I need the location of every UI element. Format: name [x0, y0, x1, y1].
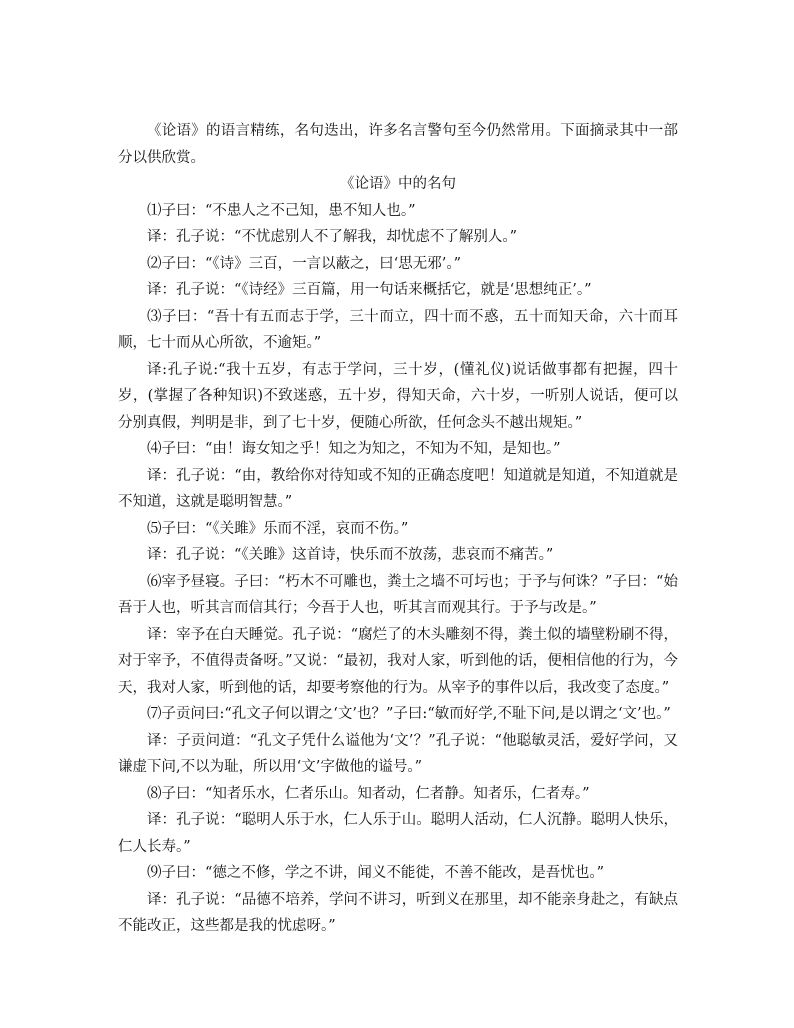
intro-paragraph: 《论语》的语言精练，名句迭出，许多名言警句至今仍然常用。下面摘录其中一部分以供欣赏。 — [118, 123, 678, 166]
quote-4: ⑷子曰：“由！诲女知之乎！知之为知之，不知为不知，是知也。” — [147, 441, 561, 457]
quote-5: ⑸子曰：“《关雎》乐而不淫，哀而不伤。” — [147, 520, 409, 537]
translation-9: 译：孔子说：“品德不培养，学问不讲习，听到义在那里，却不能亲身赴之，有缺点不能改正，这些都是我的忧虑呀。” — [118, 891, 678, 934]
translation-7: 译：子贡问道：“孔文子凭什么谥他为‘文’？”孔子说：“他聪敏灵活，爱好学问，又谦虚下问,不以为耻，所以用‘文’字做他的谥号。” — [118, 732, 678, 775]
translation-8: 译：孔子说：“聪明人乐于水，仁人乐于山。聪明人活动，仁人沉静。聪明人快乐，仁人长寿。” — [118, 812, 678, 855]
quote-7: ⑺子贡问曰:“孔文子何以谓之‘文’也？”子曰:“敏而好学,不耻下问,是以谓之‘文’也。” — [147, 706, 671, 722]
quote-2: ⑵子曰：“《诗》三百，一言以蔽之，曰‘思无邪’。” — [147, 255, 462, 272]
section-title: 《论语》中的名句 — [340, 176, 456, 192]
translation-1: 译：孔子说：“不忧虑别人不了解我，却忧虑不了解别人。” — [147, 229, 518, 245]
quote-6: ⑹宰予昼寝。子曰：“朽木不可雕也，粪土之墙不可圬也；于予与何诛？”子曰：“始吾于人也，听其言而信其行；今吾于人也，听其言而观其行。于予与改是。” — [118, 573, 678, 616]
translation-5: 译：孔子说：“《关雎》这首诗，快乐而不放荡，悲哀而不痛苦。” — [147, 547, 554, 563]
translation-2: 译：孔子说：“《诗经》三百篇，用一句话来概括它，就是‘思想纯正’。” — [147, 282, 592, 298]
quote-3: ⑶子曰：“吾十有五而志于学，三十而立，四十而不惑，五十而知天命，六十而耳顺，七十而从心所欲，不逾矩。” — [118, 308, 678, 351]
quote-9: ⑼子曰：“德之不修，学之不讲，闻义不能徙，不善不能改，是吾忧也。” — [147, 865, 605, 881]
translation-3: 译:孔子说:“我十五岁，有志于学问，三十岁，(懂礼仪)说话做事都有把握，四十岁，(掌握了各种知识)不致迷惑，五十岁，得知天命，六十岁，一听别人说话，便可以分别真假，判明是非，到了七十岁，便随心所欲，任何念头不越出规矩。” — [118, 361, 678, 431]
quote-1: ⑴子曰：“不患人之不己知，患不知人也。” — [147, 202, 416, 219]
quote-8: ⑻子曰：“知者乐水，仁者乐山。知者动，仁者静。知者乐，仁者寿。” — [147, 785, 590, 802]
translation-4: 译：孔子说：“由，教给你对待知或不知的正确态度吧！知道就是知道，不知道就是不知道，这就是聪明智慧。” — [118, 467, 678, 510]
document-page — [118, 118, 678, 940]
translation-6: 译：宰予在白天睡觉。孔子说：“腐烂了的木头雕刻不得，粪土似的墙壁粉刷不得，对于宰予，不值得责备呀。”又说：“最初，我对人家，听到他的话，便相信他的行为，今天，我对人家，听到他的话，却要考察他的行为。从宰予的事件以后，我改变了态度。” — [118, 626, 678, 696]
